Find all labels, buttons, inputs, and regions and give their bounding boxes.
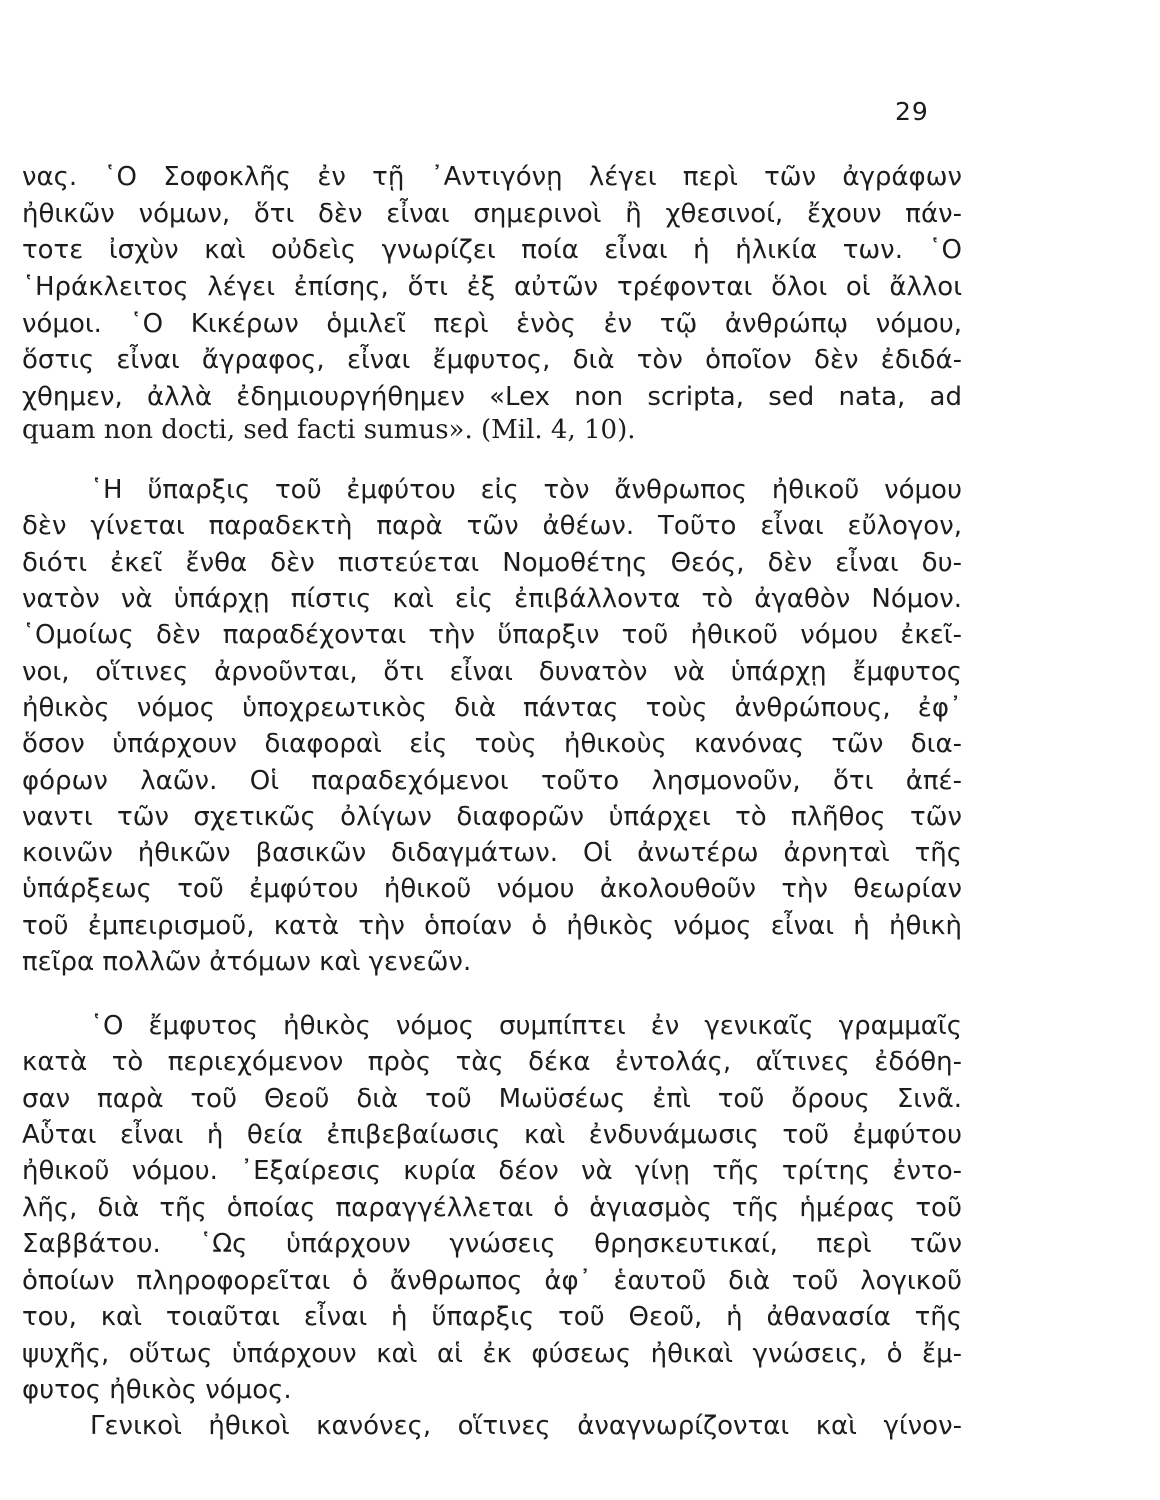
text-line-latin: quam non docti, sed facti sumus». (Mil. 4, 10). bbox=[22, 415, 636, 445]
text-line: πεῖρα πολλῶν ἀτόμων καὶ γενεῶν. bbox=[22, 947, 472, 977]
text-line: φόρων λαῶν. Οἱ παραδεχόμενοι τοῦτο λησμονοῦν, ὅτι ἀπέ- bbox=[22, 766, 962, 796]
text-line: ῾Ηράκλειτος λέγει ἐπίσης, ὅτι ἐξ αὐτῶν τρέφονται ὅλοι οἱ ἄλλοι bbox=[22, 272, 962, 302]
text-line: νατὸν νὰ ὑπάρχῃ πίστις καὶ εἰς ἐπιβάλλοντα τὸ ἀγαθὸν Νόμον. bbox=[22, 584, 962, 614]
text-line: ῾Ομοίως δὲν παραδέχονται τὴν ὕπαρξιν τοῦ ἠθικοῦ νόμου ἐκεῖ- bbox=[22, 620, 962, 650]
text-line: κοινῶν ἠθικῶν βασικῶν διδαγμάτων. Οἱ ἀνωτέρω ἀρνηταὶ τῆς bbox=[22, 838, 962, 868]
text-line: νας. ῾Ο Σοφοκλῆς ἐν τῇ ᾿Αντιγόνῃ λέγει περὶ τῶν ἀγράφων bbox=[22, 162, 962, 192]
text-line: Σαββάτου. ῾Ως ὑπάρχουν γνώσεις θρησκευτικαί, περὶ τῶν bbox=[22, 1229, 962, 1259]
text-line: δὲν γίνεται παραδεκτὴ παρὰ τῶν ἀθέων. Τοῦτο εἶναι εὔλογον, bbox=[22, 511, 962, 541]
text-line: τοῦ ἐμπειρισμοῦ, κατὰ τὴν ὁποίαν ὁ ἠθικὸς νόμος εἶναι ἡ ἠθικὴ bbox=[22, 911, 962, 941]
text-line: φυτος ἠθικὸς νόμος. bbox=[22, 1375, 292, 1405]
text-line: σαν παρὰ τοῦ Θεοῦ διὰ τοῦ Μωϋσέως ἐπὶ τοῦ ὄρους Σινᾶ. bbox=[22, 1084, 962, 1114]
text-line: λῆς, διὰ τῆς ὁποίας παραγγέλλεται ὁ ἁγιασμὸς τῆς ἡμέρας τοῦ bbox=[22, 1193, 962, 1223]
paragraph-first-line: Γενικοὶ ἠθικοὶ κανόνες, οἵτινες ἀναγνωρίζονται καὶ γίνον- bbox=[90, 1411, 962, 1441]
text-line: νοι, οἵτινες ἀρνοῦνται, ὅτι εἶναι δυνατὸν νὰ ὑπάρχῃ ἔμφυτος bbox=[22, 657, 962, 687]
paragraph-first-line: ῾Η ὕπαρξις τοῦ ἐμφύτου εἰς τὸν ἄνθρωπος ἠθικοῦ νόμου bbox=[90, 475, 962, 505]
text-line: ἠθικὸς νόμος ὑποχρεωτικὸς διὰ πάντας τοὺς ἀνθρώπους, ἐφ᾿ bbox=[22, 693, 962, 723]
text-line: ἠθικῶν νόμων, ὅτι δὲν εἶναι σημερινοὶ ἢ χθεσινοί, ἔχουν πάν- bbox=[22, 199, 962, 229]
text-line: ψυχῆς, οὕτως ὑπάρχουν καὶ αἱ ἐκ φύσεως ἠθικαὶ γνώσεις, ὁ ἔμ- bbox=[22, 1339, 962, 1369]
text-line: ὑπάρξεως τοῦ ἐμφύτου ἠθικοῦ νόμου ἀκολουθοῦν τὴν θεωρίαν bbox=[22, 874, 962, 904]
paragraph-first-line: ῾Ο ἔμφυτος ἠθικὸς νόμος συμπίπτει ἐν γενικαῖς γραμμαῖς bbox=[90, 1011, 962, 1041]
text-line: νόμοι. ῾Ο Κικέρων ὁμιλεῖ περὶ ἑνὸς ἐν τῷ ἀνθρώπῳ νόμου, bbox=[22, 309, 962, 339]
text-line: χθημεν, ἀλλὰ ἐδημιουργήθημεν «Lex non scripta, sed nata, ad bbox=[22, 382, 962, 412]
text-line: ὅσον ὑπάρχουν διαφοραὶ εἰς τοὺς ἠθικοὺς κανόνας τῶν δια- bbox=[22, 729, 962, 759]
text-line: τοτε ἰσχὺν καὶ οὐδεὶς γνωρίζει ποία εἶναι ἡ ἡλικία των. ῾Ο bbox=[22, 235, 962, 265]
text-line: ναντι τῶν σχετικῶς ὀλίγων διαφορῶν ὑπάρχει τὸ πλῆθος τῶν bbox=[22, 802, 962, 832]
text-line: διότι ἐκεῖ ἔνθα δὲν πιστεύεται Νομοθέτης Θεός, δὲν εἶναι δυ- bbox=[22, 548, 962, 578]
text-line: ὅστις εἶναι ἄγραφος, εἶναι ἔμφυτος, διὰ τὸν ὁποῖον δὲν ἐδιδά- bbox=[22, 345, 962, 375]
text-line: κατὰ τὸ περιεχόμενον πρὸς τὰς δέκα ἐντολάς, αἵτινες ἐδόθη- bbox=[22, 1047, 962, 1077]
text-line: ἠθικοῦ νόμου. ᾿Εξαίρεσις κυρία δέον νὰ γίνῃ τῆς τρίτης ἐντο- bbox=[22, 1156, 962, 1186]
text-line: ὁποίων πληροφορεῖται ὁ ἄνθρωπος ἀφ᾿ ἑαυτοῦ διὰ τοῦ λογικοῦ bbox=[22, 1266, 962, 1296]
page-number: 29 bbox=[895, 97, 929, 126]
text-line: του, καὶ τοιαῦται εἶναι ἡ ὕπαρξις τοῦ Θεοῦ, ἡ ἀθανασία τῆς bbox=[22, 1302, 962, 1332]
text-line: Αὗται εἶναι ἡ θεία ἐπιβεβαίωσις καὶ ἐνδυνάμωσις τοῦ ἐμφύτου bbox=[22, 1120, 962, 1150]
